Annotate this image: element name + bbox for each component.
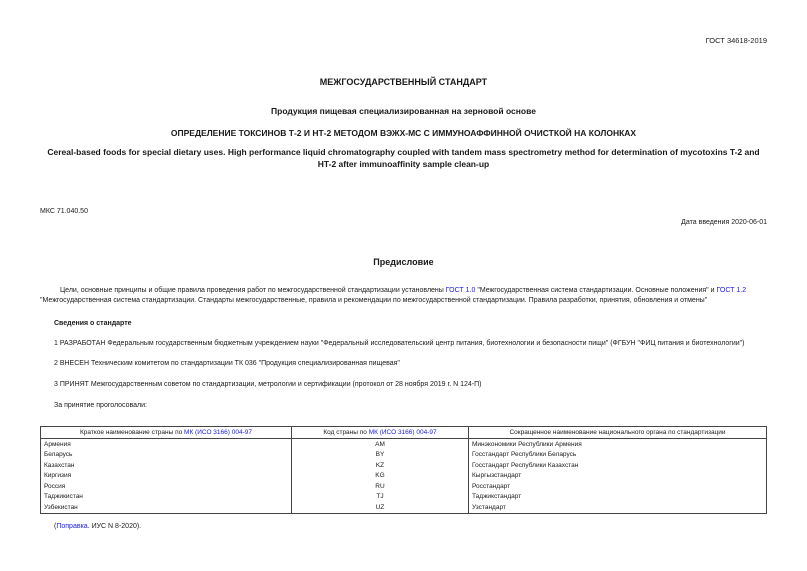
country-cell: Армения [41, 439, 292, 450]
body-cell: Росстандарт [469, 481, 767, 492]
table-row [41, 471, 767, 482]
body-cell: Госстандарт Республики Казахстан [469, 460, 767, 471]
body-cell: Госстандарт Республики Беларусь [469, 450, 767, 461]
code-cell: KG [292, 471, 469, 482]
column-header-country [41, 427, 292, 439]
body-cell: Таджикстандарт [469, 492, 767, 503]
table-row [41, 492, 767, 503]
amendment-note: (Поправка. ИУС N 8-2020). [54, 523, 142, 530]
mks-code: МКС 71.040.50 [40, 208, 88, 215]
country-cell: Киргизия [41, 471, 292, 482]
body-cell: Минэкономики Республики Армения [469, 439, 767, 450]
standard-heading: МЕЖГОСУДАРСТВЕННЫЙ СТАНДАРТ [319, 77, 488, 87]
amendment-text: . ИУС N 8-2020). [87, 523, 142, 530]
standard-info-heading: Сведения о стандарте [54, 320, 132, 327]
code-cell: RU [292, 481, 469, 492]
country-cell: Беларусь [41, 450, 292, 461]
table-header-row [41, 427, 767, 439]
product-title: Продукция пищевая специализированная на зерновой основе [271, 106, 536, 116]
table-row [41, 450, 767, 461]
preface-heading: Предисловие [373, 257, 434, 267]
voted-label: За принятие проголосовали: [54, 402, 147, 409]
column-header-code [292, 427, 469, 439]
preface-text: "Межгосударственная система стандартизации. Стандарты межгосударственные, правила и рекомендации по межгосударственной стандартизации. Правила разработки, принятия, обновления и отмены" [40, 297, 708, 304]
item-developed: 1 РАЗРАБОТАН Федеральным государственным бюджетным учреждением науки "Федеральный исследовательский центр питания, биотехнологии и безопасности пищи" (ФГБУН "ФИЦ питания и биотехнологии") [54, 340, 745, 347]
document-code: ГОСТ 34618-2019 [705, 36, 767, 45]
column-header-body: Сокращенное наименование национального органа по стандартизации [469, 427, 767, 439]
preface-paragraph [40, 286, 767, 306]
amendment-link[interactable]: Поправка [56, 523, 88, 530]
preface-text: Цели, основные принципы и общие правила проведения работ по межгосударственной стандартизации установлены [60, 287, 446, 294]
english-title: Cereal-based foods for special dietary uses. High performance liquid chromatography coupled with tandem mass spectrometry method for determination of mycotoxins T-2 and HT-2 after immunoaffinity sample clean-up [47, 147, 760, 169]
preface-text: "Межгосударственная система стандартизации. Основные положения" и [475, 287, 717, 294]
voting-countries-table [40, 426, 767, 514]
header-text: Краткое наименование страны по [80, 429, 185, 436]
intro-date: Дата введения 2020-06-01 [681, 219, 767, 226]
country-cell: Узбекистан [41, 502, 292, 513]
code-cell: UZ [292, 502, 469, 513]
method-title: ОПРЕДЕЛЕНИЕ ТОКСИНОВ Т-2 И НТ-2 МЕТОДОМ ВЭЖХ-МС С ИММУНОАФФИННОЙ ОЧИСТКОЙ НА КОЛОНКАХ [170, 128, 637, 138]
gost-1-0-link[interactable]: ГОСТ 1.0 [445, 287, 476, 294]
table-row [41, 460, 767, 471]
code-cell: BY [292, 450, 469, 461]
country-cell: Казахстан [41, 460, 292, 471]
code-cell: AM [292, 439, 469, 450]
country-cell: Таджикистан [41, 492, 292, 503]
code-cell: KZ [292, 460, 469, 471]
item-adopted: 3 ПРИНЯТ Межгосударственным советом по стандартизации, метрологии и сертификации (протокол от 28 ноября 2019 г. N 124-П) [54, 381, 482, 388]
table-row [41, 502, 767, 513]
code-cell: TJ [292, 492, 469, 503]
country-cell: Россия [41, 481, 292, 492]
body-cell: Узстандарт [469, 502, 767, 513]
body-cell: Кыргызстандарт [469, 471, 767, 482]
table-row [41, 481, 767, 492]
mk-iso-link[interactable]: МК (ИСО 3166) 004-97 [184, 429, 252, 436]
mk-iso-link[interactable]: МК (ИСО 3166) 004-97 [368, 429, 437, 436]
item-submitted: 2 ВНЕСЕН Техническим комитетом по стандартизации ТК 036 "Продукция специализированная пищевая" [54, 360, 400, 367]
table-row [41, 439, 767, 450]
header-text: Код страны по [323, 429, 369, 436]
gost-1-2-link[interactable]: ГОСТ 1.2 [716, 287, 747, 294]
